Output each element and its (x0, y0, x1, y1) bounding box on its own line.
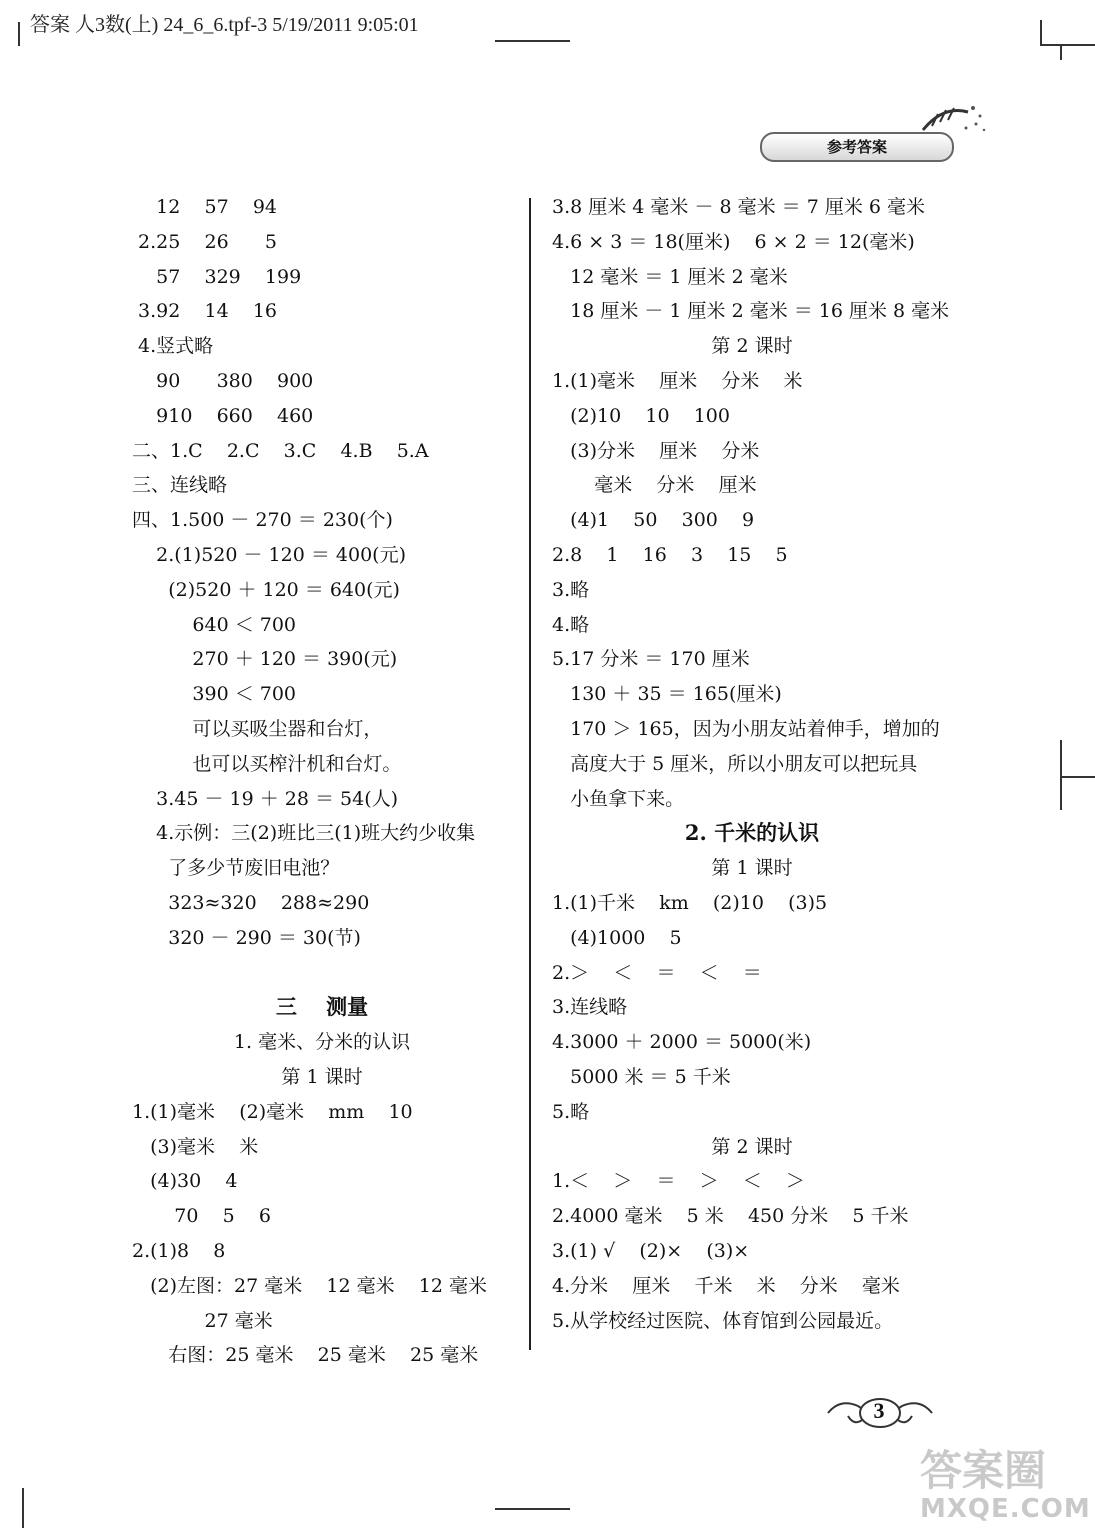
answer-line: (3)分米 厘米 分米 (552, 439, 760, 462)
crop-mark-top-left (18, 22, 20, 46)
answer-line: 4.示例：三(2)班比三(1)班大约少收集 (132, 822, 476, 845)
answer-key-badge: 参考答案 (760, 132, 954, 162)
answer-line: 3.92 14 16 (132, 300, 278, 323)
answer-line: (2)520 ＋ 120 ＝ 640(元) (132, 578, 400, 601)
answer-line: 高度大于 5 厘米，所以小朋友可以把玩具 (552, 752, 918, 775)
answer-line: 2.(1)520 － 120 ＝ 400(元) (132, 543, 406, 566)
answer-line: 3.略 (552, 578, 590, 601)
answer-line: 5.17 分米 ＝ 170 厘米 (552, 648, 750, 671)
answer-line: 4.略 (552, 613, 590, 636)
answer-line: 3.45 － 19 ＋ 28 ＝ 54(人) (132, 787, 399, 810)
answer-line: 12 57 94 (132, 196, 278, 218)
answer-line: 毫米 分米 厘米 (552, 474, 757, 497)
answer-line: 57 329 199 (132, 265, 302, 288)
answer-line: 320 － 290 ＝ 30(节) (132, 926, 361, 949)
crop-mark-bottom-center (495, 1508, 570, 1510)
answer-line: 1.(1)千米 km (2)10 (3)5 (552, 891, 828, 914)
answer-line: (2)10 10 100 (552, 404, 730, 427)
answer-line: 三 测量 (275, 994, 369, 1020)
answer-line: (4)1 50 300 9 (552, 509, 755, 532)
answer-line: 2.25 26 5 (132, 230, 278, 253)
site-watermark (920, 1448, 1090, 1532)
answer-line: 小鱼拿下来。 (552, 787, 685, 810)
answer-line: 可以买吸尘器和台灯， (132, 717, 383, 740)
answer-line: 第 1 课时 (281, 1065, 363, 1088)
answer-line: 1.(1)毫米 (2)毫米 mm 10 (132, 1100, 413, 1123)
watermark-title: 答案圈 (920, 1446, 1047, 1495)
answer-line: 2.＞ ＜ ＝ ＜ ＝ (552, 961, 762, 984)
crop-mark-top-center (495, 40, 570, 42)
answer-line: 18 厘米 － 1 厘米 2 毫米 ＝ 16 厘米 8 毫米 (552, 300, 950, 323)
watermark-url: MXQE.COM (920, 1494, 1091, 1524)
column-divider (529, 198, 531, 1350)
answer-line: 323≈320 288≈290 (132, 891, 370, 914)
answer-line: 4.分米 厘米 千米 米 分米 毫米 (552, 1274, 900, 1297)
crop-mark-right-mid-v (1060, 740, 1062, 810)
answer-line: 270 ＋ 120 ＝ 390(元) (132, 648, 398, 671)
answer-line: 910 660 460 (132, 404, 314, 427)
answer-line: 四、1.500 － 270 ＝ 230(个) (132, 509, 393, 532)
answer-line: 右图：25 毫米 25 毫米 25 毫米 (132, 1344, 479, 1367)
answer-line: 第 2 课时 (711, 1135, 793, 1158)
answer-line: (4)30 4 (132, 1170, 238, 1193)
answer-line: 2. 千米的认识 (684, 820, 820, 846)
answer-line: 3.连线略 (552, 996, 628, 1019)
answer-line: 2.4000 毫米 5 米 450 分米 5 千米 (552, 1205, 909, 1228)
crop-mark-top-right-v (1040, 20, 1042, 46)
answer-line: 3.8 厘米 4 毫米 － 8 毫米 ＝ 7 厘米 6 毫米 (552, 196, 926, 218)
answer-line (132, 956, 512, 991)
answer-line: 第 2 课时 (711, 335, 793, 358)
answer-line: 70 5 6 (132, 1205, 271, 1228)
answer-line: 三、连线略 (132, 474, 228, 497)
answer-line: 也可以买榨汁机和台灯。 (132, 752, 402, 775)
print-info-header: 答案 人3数(上) 24_6_6.tpf-3 5/19/2011 9:05:01 (30, 14, 419, 36)
answer-line: 3.(1) √ (2)× (3)× (552, 1239, 750, 1262)
answer-line: 4.竖式略 (132, 335, 214, 358)
answer-line: 640 ＜ 700 (132, 613, 297, 636)
crop-mark-top-right-h (1042, 44, 1095, 46)
answer-line: (3)毫米 米 (132, 1135, 259, 1158)
answer-line: 170 ＞ 165，因为小朋友站着伸手，增加的 (552, 717, 940, 740)
crop-mark-bottom-left (22, 1488, 24, 1528)
answer-line: 5000 米 ＝ 5 千米 (552, 1065, 731, 1088)
answer-line: (2)左图：27 毫米 12 毫米 12 毫米 (132, 1274, 487, 1297)
answer-line: (4)1000 5 (552, 926, 682, 949)
answer-line: 27 毫米 (132, 1309, 273, 1332)
answer-line: 4.6 × 3 ＝ 18(厘米) 6 × 2 ＝ 12(毫米) (552, 230, 915, 253)
page-number: 3 (873, 1398, 885, 1423)
crop-mark-top-right-v2 (1060, 46, 1062, 60)
answer-line: 390 ＜ 700 (132, 683, 297, 706)
crop-mark-right-mid-h (1062, 776, 1095, 778)
answer-line: 二、1.C 2.C 3.C 4.B 5.A (132, 439, 429, 462)
answer-line: 2.8 1 16 3 15 5 (552, 543, 788, 566)
answer-line: 12 毫米 ＝ 1 厘米 2 毫米 (552, 265, 788, 288)
answer-line: 1.(1)毫米 厘米 分米 米 (552, 369, 803, 392)
right-answer-column (552, 190, 952, 1338)
answer-line: 2.(1)8 8 (132, 1239, 226, 1262)
answer-line: 1. 毫米、分米的认识 (233, 1031, 411, 1054)
answer-line: 90 380 900 (132, 369, 314, 392)
answer-line: 5.略 (552, 1100, 590, 1123)
left-answer-column (132, 190, 512, 1373)
answer-line: 5.从学校经过医院、体育馆到公园最近。 (552, 1309, 894, 1332)
answer-line: 1.＜ ＞ ＝ ＞ ＜ ＞ (552, 1170, 805, 1193)
answer-line: 130 ＋ 35 ＝ 165(厘米) (552, 683, 782, 706)
answer-line: 了多少节废旧电池？ (132, 857, 340, 880)
answer-line: 第 1 课时 (711, 857, 793, 880)
answer-line: 4.3000 ＋ 2000 ＝ 5000(米) (552, 1031, 812, 1054)
